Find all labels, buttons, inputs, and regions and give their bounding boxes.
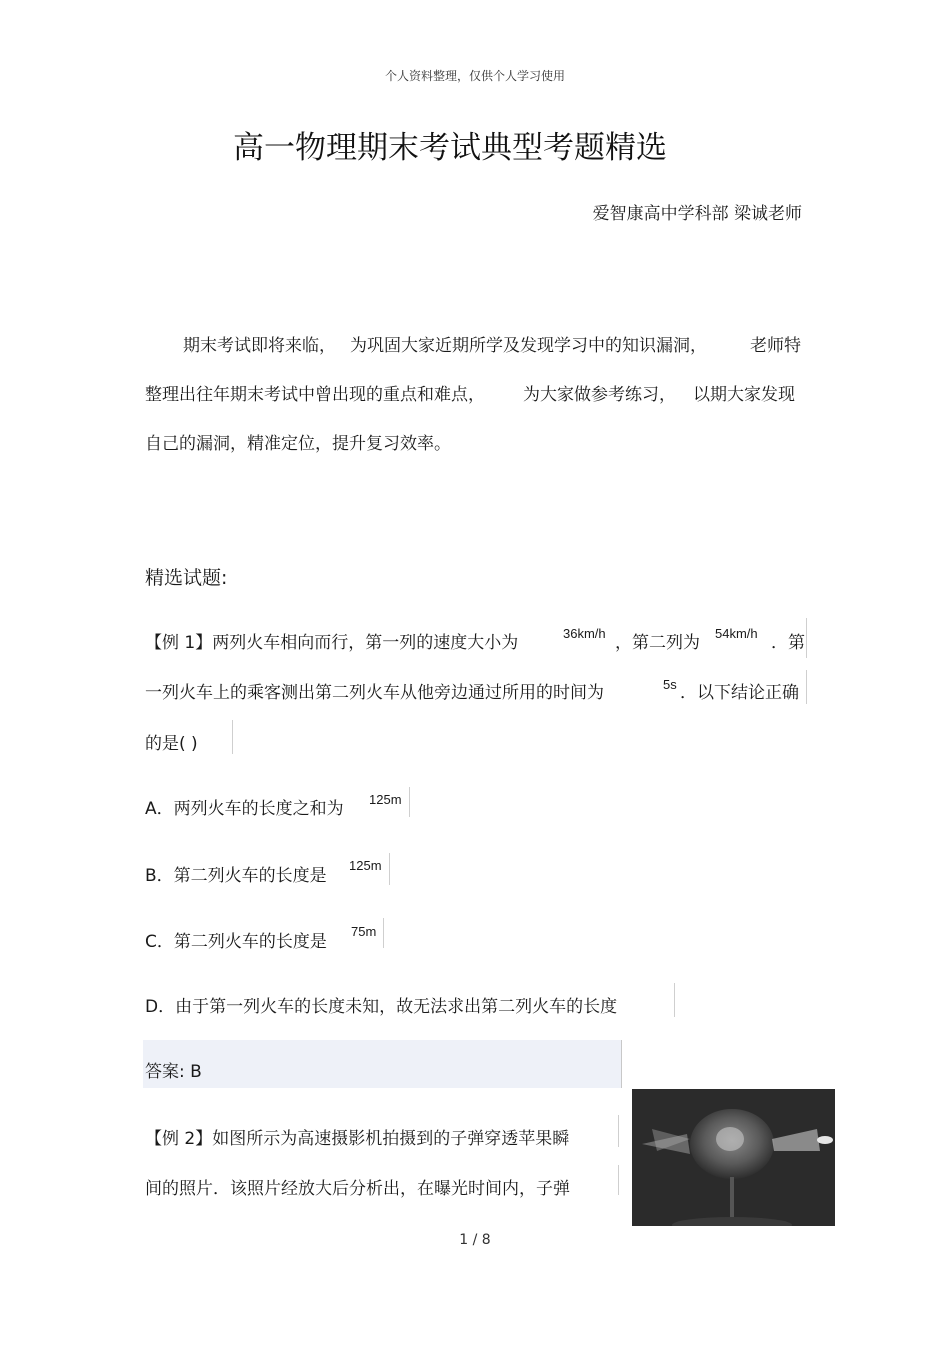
example1-text: ．以下结论正确 [680, 683, 799, 703]
intro-text: 自己的漏洞，精准定位，提升复习效率。 [145, 434, 451, 454]
bullet-apple-photo [632, 1089, 835, 1226]
option-c-value: 75m [351, 924, 377, 939]
text-rule [232, 720, 233, 754]
option-c: C．第二列火车的长度是 [145, 932, 327, 952]
intro-text: 为巩固大家近期所学及发现学习中的知识漏洞， [350, 336, 707, 356]
intro-text: 老师特 [750, 336, 801, 356]
answer-text: 答案: B [145, 1062, 202, 1082]
text-rule [409, 787, 410, 817]
example1-text: 一列火车上的乘客测出第二列火车从他旁边通过所用的时间为 [145, 683, 604, 703]
page-number: 1 / 8 [459, 1232, 491, 1248]
intro-text: 以期大家发现 [693, 385, 795, 405]
example2-text: 间的照片．该照片经放大后分析出，在曝光时间内，子弹 [145, 1179, 570, 1199]
example1-text: ．第 [771, 633, 805, 653]
option-a: A．两列火车的长度之和为 [145, 799, 344, 819]
option-d: D．由于第一列火车的长度未知，故无法求出第二列火车的长度 [145, 997, 618, 1017]
text-rule [383, 918, 384, 948]
document-title: 高一物理期末考试典型考题精选 [233, 130, 667, 166]
option-b: B．第二列火车的长度是 [145, 866, 327, 886]
text-rule [806, 670, 807, 704]
intro-text: 期末考试即将来临， [183, 336, 336, 356]
intro-text: 整理出往年期末考试中曾出现的重点和难点， [145, 385, 485, 405]
option-b-value: 125m [349, 858, 382, 873]
example1-text: 【例 1】两列火车相向而行，第一列的速度大小为 [145, 633, 519, 653]
section-heading: 精选试题: [145, 567, 228, 589]
page-header: 个人资料整理，仅供个人学习使用 [384, 69, 565, 83]
time-value: 5s [663, 677, 677, 692]
speed-value: 54km/h [715, 626, 758, 641]
text-rule [618, 1115, 619, 1147]
speed-value: 36km/h [563, 626, 606, 641]
example1-text: 的是( ) [145, 734, 198, 754]
text-rule [806, 618, 807, 658]
option-a-value: 125m [369, 792, 402, 807]
example2-text: 【例 2】如图所示为高速摄影机拍摄到的子弹穿透苹果瞬 [145, 1129, 570, 1149]
text-rule [618, 1165, 619, 1195]
author-line: 爱智康高中学科部 梁诚老师 [592, 204, 802, 224]
example1-text: ，第二列为 [615, 633, 700, 653]
text-rule [674, 983, 675, 1017]
intro-text: 为大家做参考练习， [523, 385, 676, 405]
text-rule [389, 853, 390, 885]
answer-highlight [143, 1040, 622, 1088]
